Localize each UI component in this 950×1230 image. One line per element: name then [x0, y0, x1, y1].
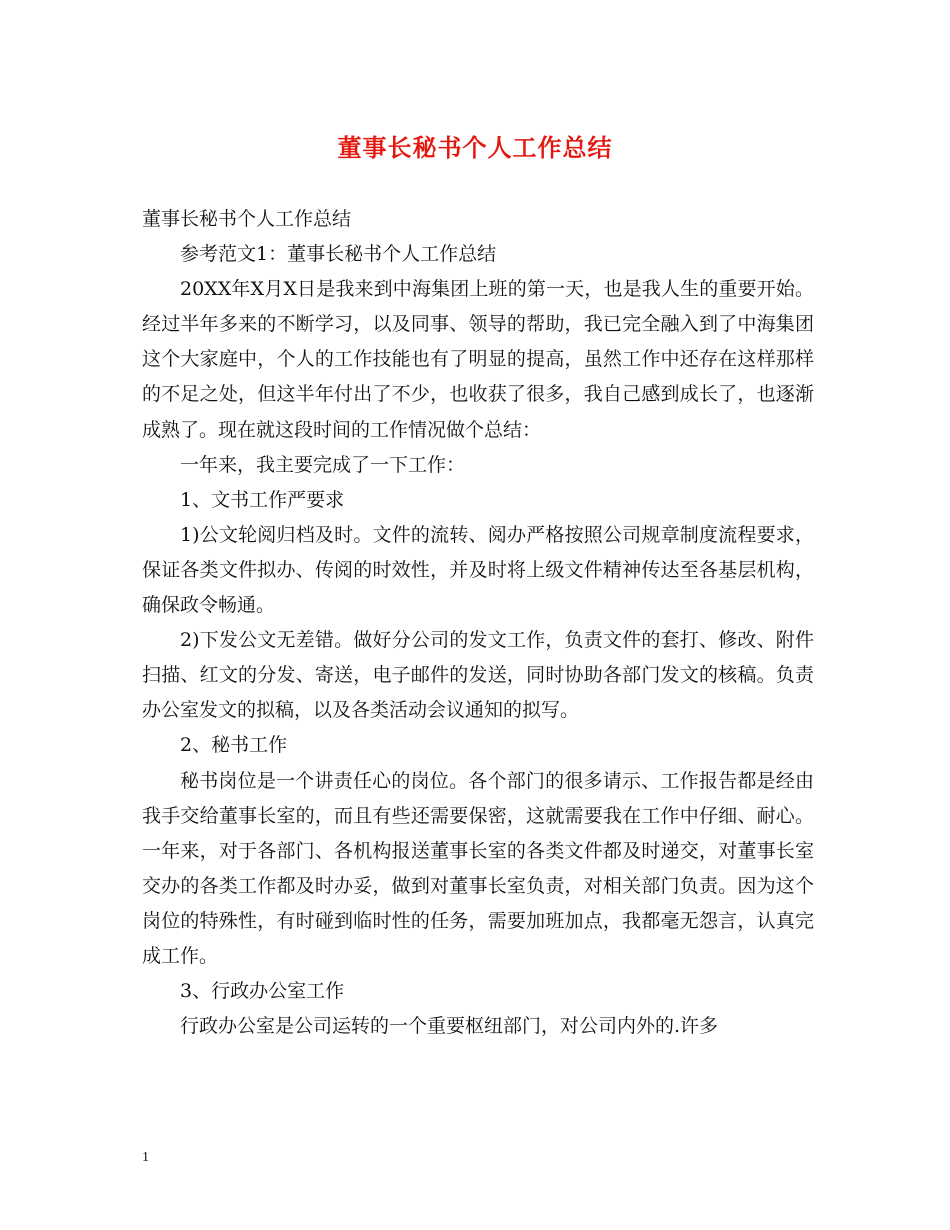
section-heading: 1、文书工作严要求: [180, 488, 345, 511]
paragraph: 20XX年X月X日是我来到中海集团上班的第一天，也是我人生的重要开始。经过半年多来的不断学习，以及同事、领导的帮助，我已完全融入到了中海集团这个大家庭中，个人的工作技能也有了明显的提高，虽然工作中还存在这样那样的不足之处，但这半年付出了不少，也收获了很多，我自己感到成长了，也逐渐成熟了。现在就这段时间的工作情况做个总结：: [142, 278, 814, 441]
section-heading: 2、秘书工作: [180, 734, 288, 757]
document-title: 董事长秘书个人工作总结: [337, 133, 613, 162]
section-heading: 3、行政办公室工作: [180, 980, 345, 1003]
page-number: 1: [142, 1150, 149, 1165]
document-body: [142, 202, 814, 1044]
paragraph: 董事长秘书个人工作总结: [142, 208, 352, 230]
paragraph: 秘书岗位是一个讲责任心的岗位。各个部门的很多请示、工作报告都是经由我手交给董事长室的，而且有些还需要保密，这就需要我在工作中仔细、耐心。一年来，对于各部门、各机构报送董事长室的各类文件都及时递交，对董事长室交办的各类工作都及时办妥，做到对董事长室负责，对相关部门负责。因为这个岗位的特殊性，有时碰到临时性的任务，需要加班加点，我都毫无怨言，认真完成工作。: [142, 769, 814, 967]
paragraph: 一年来，我主要完成了一下工作：: [180, 453, 466, 476]
paragraph: 参考范文1：董事长秘书个人工作总结: [180, 243, 497, 266]
paragraph: 1)公文轮阅归档及时。文件的流转、阅办严格按照公司规章制度流程要求，保证各类文件拟办、传阅的时效性，并及时将上级文件精神传达至各基层机构，确保政令畅通。: [142, 523, 814, 617]
paragraph: 2)下发公文无差错。做好分公司的发文工作，负责文件的套打、修改、附件扫描、红文的分发、寄送，电子邮件的发送，同时协助各部门发文的核稿。负责办公室发文的拟稿，以及各类活动会议通知的拟写。: [142, 629, 814, 722]
paragraph: 行政办公室是公司运转的一个重要枢纽部门，对公司内外的.许多: [180, 1015, 719, 1038]
